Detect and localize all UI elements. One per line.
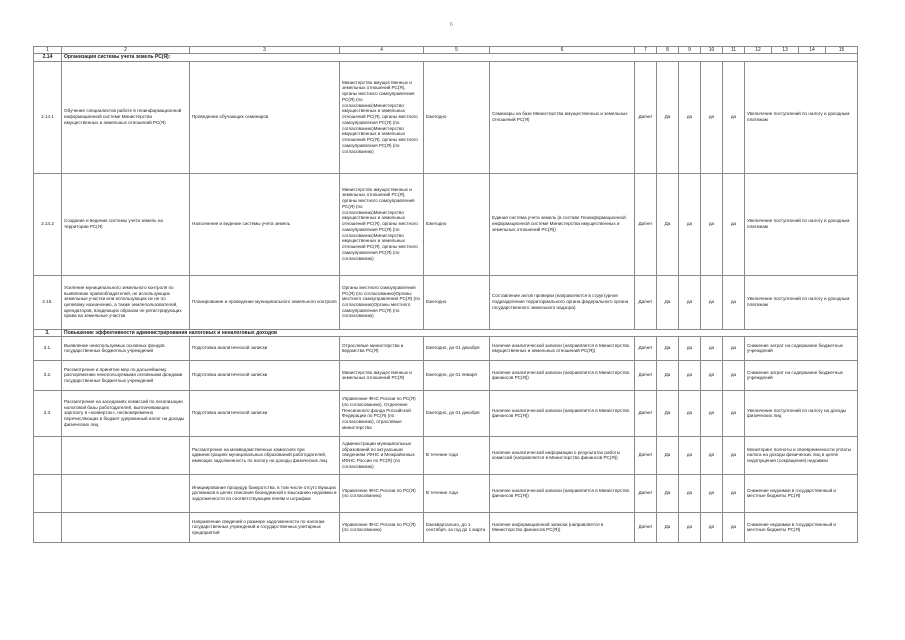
result-cell: Наличие аналитической записки (направляется в Министерство финансов РС(Я)) [490, 390, 635, 436]
year-cell: да [679, 474, 701, 512]
effect-cell: Увеличение поступлений по налогу и доходным платежам [745, 61, 858, 173]
indicator-cell: Да/нет [635, 390, 657, 436]
year-cell: да [723, 474, 745, 512]
task-cell: Рассмотрение на заседаниях комиссий по легализации налоговой базы работодателей, выплачивающих зарплату в «конвертах», несвоевременно перечисляющих в бюджет удержанный налог на доходы физических лиц [62, 390, 190, 436]
executors-cell: Министерство имущественных и земельных отношений РС(Я), органы местного самоуправления РС(Я) (по согласованию)Министерство имущественных и земельных отношений РС(Я), органы местного самоуправления РС(Я) (по согласованию)Министерство имущественных и земельных отношений РС(Я), органы местного самоуправления РС(Я) (по согласованию) [340, 61, 424, 173]
year-cell: да [701, 436, 723, 474]
year-cell: да [679, 512, 701, 542]
effect-cell: Увеличение поступлений по налогу и доходным платежам [745, 275, 858, 329]
year-cell: да [723, 336, 745, 360]
section-title: Повышение эффективности администрирования налоговых и неналоговых доходов [62, 329, 858, 336]
effect-cell: Снижение затрат на содержание бюджетных учреждений [745, 336, 858, 360]
year-cell: да [679, 61, 701, 173]
action-cell: Инициирование процедур банкротства, в том числе отсутствующих должников в целях списания безнадежной к взысканию недоимки и задолженности по соответствующим пеням и штрафам [190, 474, 340, 512]
column-number: 2 [62, 47, 190, 54]
row-number: 3.1. [34, 336, 62, 360]
action-cell: Подготовка аналитической записки [190, 390, 340, 436]
result-cell: Единая система учета земель (в составе Геоинформационной информационной системе Министерства имущественных и земельных отношений РС(Я)) [490, 173, 635, 275]
section-row [34, 54, 858, 61]
action-cell: Планирование и проведение муниципального земельного контроля [190, 275, 340, 329]
task-cell: Усиление муниципального земельного контроля по выявлению правообладателей, не использующих земельные участки или использующих их не по целевому назначению, а также землепользователей, арендаторов, владеющих образом не регистрирующих права на земельные участки [62, 275, 190, 329]
indicator-cell: Да/нет [635, 275, 657, 329]
year-cell: да [723, 512, 745, 542]
result-cell: Составление актов проверки (направляются в структурное подразделение территориального органа федерального органа государственного земельного надзора) [490, 275, 635, 329]
task-cell: Создание и ведение системы учета земель на территории РС(Я) [62, 173, 190, 275]
task-cell: Рассмотрение и принятие мер по дальнейшему распоряжению неиспользуемыми основными фондами государственных бюджетных учреждений [62, 360, 190, 390]
action-cell: Подготовка аналитической записки [190, 336, 340, 360]
effect-cell: Снижение недоимки в государственный и местные бюджеты РС(Я) [745, 474, 858, 512]
result-cell: Наличие информационной записки (направляется в Министерство финансов РС(Я)) [490, 512, 635, 542]
year-cell: да [723, 275, 745, 329]
action-cell: Наполнение и ведение системы учета земель [190, 173, 340, 275]
column-number: 10 [701, 47, 723, 54]
term-cell: В течение года [424, 474, 490, 512]
column-number: 8 [657, 47, 679, 54]
term-cell: Ежегодно, до 01 января [424, 360, 490, 390]
year-cell: да [723, 173, 745, 275]
executors-cell: Органы местного самоуправления РС(Я) (по согласованию)Органы местного самоуправления РС(Я) (по согласованию)Органы местного самоуправления РС(Я) (по согласованию) [340, 275, 424, 329]
effect-cell: Снижение недоимки в государственный и местные бюджеты РС(Я) [745, 512, 858, 542]
table-row [34, 360, 858, 390]
term-cell: Ежегодно, до 01 декабря [424, 336, 490, 360]
section-title: Организация системы учета земель РС(Я): [62, 54, 858, 61]
result-cell: Наличие аналитической записки (направляется в Министерство имущественных и земельных отношений РС(Я)) [490, 336, 635, 360]
column-number: 15 [826, 47, 858, 54]
year-cell: да [723, 390, 745, 436]
year-cell: да [679, 275, 701, 329]
indicator-cell: Да/нет [635, 474, 657, 512]
effect-cell: Увеличение поступлений по налогу и доходным платежам [745, 173, 858, 275]
year-cell: да [701, 275, 723, 329]
executors-cell: Управление ФНС России по РС(Я) (по согласованию) [340, 512, 424, 542]
year-cell: да [679, 360, 701, 390]
section-row [34, 329, 858, 336]
measures-table [33, 46, 858, 543]
year-cell: да [723, 360, 745, 390]
year-cell: Да [657, 512, 679, 542]
year-cell: да [701, 512, 723, 542]
column-number-row [34, 47, 858, 54]
executors-cell: Министерство имущественных и земельных отношений РС(Я), органы местного самоуправления РС(Я) (по согласованию)Министерство имущественных и земельных отношений РС(Я), органы местного самоуправления РС(Я) (по согласованию)Министерство имущественных и земельных отношений РС(Я), органы местного самоуправления РС(Я) (по согласованию) [340, 173, 424, 275]
row-number [34, 474, 62, 512]
indicator-cell: Да/нет [635, 512, 657, 542]
indicator-cell: Да/нет [635, 61, 657, 173]
column-number: 1 [34, 47, 62, 54]
year-cell: да [723, 436, 745, 474]
table-row [34, 474, 858, 512]
row-number [34, 436, 62, 474]
term-cell: Ежегодно [424, 275, 490, 329]
result-cell: Наличие аналитической информации о результатах работы комиссий (направляется в Министерство финансов РС(Я)) [490, 436, 635, 474]
term-cell: Ежеквартально, до 1 сентября, за год до 1 марта [424, 512, 490, 542]
action-cell: Направление сведений о размере задолженности по налогам государственных учреждений и государственных унитарных предприятий [190, 512, 340, 542]
section-number: 2.14 [34, 54, 62, 61]
executors-cell: Министерство имущественных и земельных отношений РС(Я) [340, 360, 424, 390]
indicator-cell: Да/нет [635, 336, 657, 360]
action-cell: Проведение обучающих семинаров [190, 61, 340, 173]
task-cell: Выявление неиспользуемых основных фондов государственных бюджетных учреждений [62, 336, 190, 360]
action-cell: Подготовка аналитической записки [190, 360, 340, 390]
year-cell: Да [657, 390, 679, 436]
year-cell: да [701, 360, 723, 390]
year-cell: да [701, 390, 723, 436]
table-row [34, 61, 858, 173]
column-number: 12 [745, 47, 772, 54]
year-cell: Да [657, 61, 679, 173]
executors-cell: Управление ФНС России по РС(Я) (по согласованию) [340, 474, 424, 512]
row-number: 3.2. [34, 360, 62, 390]
column-number: 9 [679, 47, 701, 54]
row-number: 2.14.1 [34, 61, 62, 173]
table-row [34, 275, 858, 329]
year-cell: да [701, 173, 723, 275]
executors-cell: Управление ФНС России по РС(Я) (по согласованию), Отделение Пенсионного фонда Российской Федерации по РС(Я) (по согласованию), отраслевые министерства [340, 390, 424, 436]
indicator-cell: Да/нет [635, 436, 657, 474]
year-cell: Да [657, 173, 679, 275]
effect-cell: Увеличение поступлений по налогу на доходы физических лиц [745, 390, 858, 436]
year-cell: Да [657, 474, 679, 512]
row-number [34, 512, 62, 542]
year-cell: Да [657, 360, 679, 390]
indicator-cell: Да/нет [635, 360, 657, 390]
term-cell: Ежегодно, до 01 декабря [424, 390, 490, 436]
year-cell: да [701, 474, 723, 512]
section-number: 3. [34, 329, 62, 336]
table-row [34, 336, 858, 360]
year-cell: да [701, 336, 723, 360]
result-cell: Наличие аналитической записки (направляется в Министерство финансов РС(Я)) [490, 360, 635, 390]
year-cell: да [679, 336, 701, 360]
year-cell: Да [657, 336, 679, 360]
year-cell: да [679, 173, 701, 275]
table-row [34, 390, 858, 436]
year-cell: да [723, 61, 745, 173]
row-number: 2.14.2 [34, 173, 62, 275]
column-number: 5 [424, 47, 490, 54]
column-number: 14 [799, 47, 826, 54]
column-number: 6 [490, 47, 635, 54]
executors-cell: Отраслевые министерства и ведомства РС(Я) [340, 336, 424, 360]
table-row [34, 173, 858, 275]
column-number: 11 [723, 47, 745, 54]
year-cell: Да [657, 436, 679, 474]
table-row [34, 512, 858, 542]
result-cell: Семинары на базе Министерства имущественных и земельных отношений РС(Я) [490, 61, 635, 173]
page-number-mark: 6 [450, 22, 453, 28]
task-cell [62, 474, 190, 512]
year-cell: да [679, 390, 701, 436]
year-cell: Да [657, 275, 679, 329]
column-number: 13 [772, 47, 799, 54]
task-cell: Обучение специалистов работе в геоинформационной информационной системе Министерства имущественных и земельных отношений РС(Я) [62, 61, 190, 173]
term-cell: В течение года [424, 436, 490, 474]
result-cell: Наличие аналитической записки (направляется в Министерство финансов РС(Я)) [490, 474, 635, 512]
table-row [34, 436, 858, 474]
column-number: 4 [340, 47, 424, 54]
effect-cell: Снижение затрат на содержание бюджетных учреждений [745, 360, 858, 390]
action-cell: Рассмотрение на межведомственных комиссиях при администрациях муниципальных образований работодателей, имеющих задолженность по налогу на доходы физических лиц [190, 436, 340, 474]
year-cell: да [701, 61, 723, 173]
column-number: 7 [635, 47, 657, 54]
task-cell [62, 436, 190, 474]
effect-cell: Мониторинг полноты и своевременности уплаты налога на доходы физических лиц в целях недопущения (сокращения) недоимки [745, 436, 858, 474]
term-cell: Ежегодно [424, 61, 490, 173]
row-number: 3.3. [34, 390, 62, 436]
row-number: 2.15. [34, 275, 62, 329]
year-cell: да [679, 436, 701, 474]
task-cell [62, 512, 190, 542]
indicator-cell: Да/нет [635, 173, 657, 275]
term-cell: Ежегодно [424, 173, 490, 275]
executors-cell: Администрации муниципальных образований по актуальным сведениям УФНС и Межрайонных ИФНС России по РС(Я) (по согласованию) [340, 436, 424, 474]
column-number: 3 [190, 47, 340, 54]
